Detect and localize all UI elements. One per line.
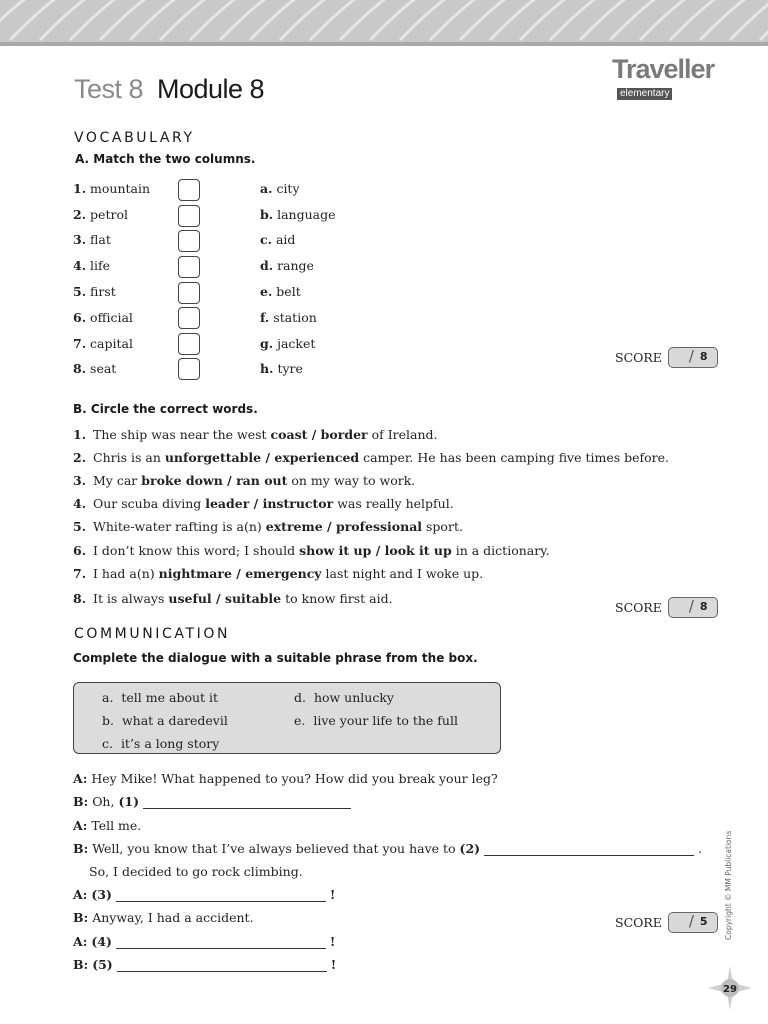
dialogue-line: B: Oh, (1): [73, 794, 351, 809]
score-label: SCORE: [615, 600, 662, 615]
word-choice[interactable]: unforgettable / experienced: [164, 450, 360, 465]
phrase-box: [73, 682, 501, 754]
list-item: c. aid: [260, 232, 296, 247]
answer-box-5[interactable]: [178, 282, 200, 304]
dialogue-line: A: (4) !: [73, 934, 336, 949]
item-number: 7.: [73, 566, 87, 581]
list-item: a. city: [260, 181, 300, 196]
phrase-option: e. live your life to the full: [294, 713, 458, 728]
copyright-notice: Copyright © MM Publications: [724, 830, 733, 940]
phrase-option: c. it’s a long story: [102, 736, 220, 751]
word-choice[interactable]: broke down / ran out: [141, 473, 288, 488]
list-item: The ship was near the west coast / border of Ireland.: [93, 427, 438, 442]
list-item: 4. life: [73, 258, 111, 273]
phrase-option: b. what a daredevil: [102, 713, 228, 728]
phrase-option: d. how unlucky: [294, 690, 394, 705]
list-item: 8. seat: [73, 361, 117, 376]
answer-blank-4[interactable]: [116, 936, 326, 949]
item-number: 5.: [73, 519, 87, 534]
word-choice[interactable]: nightmare / emergency: [158, 566, 322, 581]
score-label: SCORE: [615, 350, 662, 365]
list-item: Our scuba diving leader / instructor was really helpful.: [93, 496, 454, 511]
list-item: It is always useful / suitable to know first aid.: [93, 591, 393, 606]
header-divider: [0, 42, 768, 46]
dialogue-line: A: (3) !: [73, 887, 336, 902]
list-item: My car broke down / ran out on my way to work.: [93, 473, 416, 488]
list-item: I had a(n) nightmare / emergency last night and I woke up.: [93, 566, 484, 581]
circle-score: [615, 597, 718, 618]
list-item: e. belt: [260, 284, 301, 299]
score-field[interactable]: / 8: [668, 347, 718, 368]
list-item: 6. official: [73, 310, 133, 325]
score-total: 8: [699, 350, 708, 363]
item-number: 4.: [73, 496, 87, 511]
item-number: 2.: [73, 450, 87, 465]
answer-box-1[interactable]: [178, 179, 200, 201]
list-item: 1. mountain: [73, 181, 151, 196]
vocabulary-score: [615, 347, 718, 368]
dialogue-line: B: Well, you know that I’ve always believed that you have to (2) .: [73, 841, 703, 856]
word-choice[interactable]: useful / suitable: [168, 591, 282, 606]
word-choice[interactable]: extreme / professional: [265, 519, 423, 534]
item-number: 8.: [73, 591, 87, 606]
word-choice[interactable]: coast / border: [270, 427, 368, 442]
score-field[interactable]: / 8: [668, 597, 718, 618]
communication-heading: COMMUNICATION: [74, 626, 231, 642]
list-item: White-water rafting is a(n) extreme / professional sport.: [93, 519, 463, 534]
word-choice[interactable]: leader / instructor: [205, 496, 334, 511]
vocabulary-instruction: A. Match the two columns.: [75, 152, 256, 166]
list-item: b. language: [260, 207, 336, 222]
dialogue-line: So, I decided to go rock climbing.: [89, 864, 303, 879]
list-item: f. station: [260, 310, 317, 325]
answer-box-4[interactable]: [178, 256, 200, 278]
module-title: Module 8: [157, 74, 265, 104]
item-number: 6.: [73, 543, 87, 558]
communication-instruction: Complete the dialogue with a suitable phrase from the box.: [73, 651, 478, 665]
list-item: 5. first: [73, 284, 116, 299]
word-choice[interactable]: show it up / look it up: [299, 543, 452, 558]
circle-instruction: B. Circle the correct words.: [73, 402, 258, 416]
brand-logo: Traveller: [612, 54, 715, 84]
dialogue-line: B: (5) !: [73, 957, 337, 972]
list-item: g. jacket: [260, 336, 316, 351]
list-item: h. tyre: [260, 361, 303, 376]
answer-blank-2[interactable]: [484, 843, 694, 856]
answer-blank-5[interactable]: [117, 959, 327, 972]
communication-score: [615, 912, 718, 933]
header-decorative-band: [0, 0, 768, 42]
score-label: SCORE: [615, 915, 662, 930]
score-total: 5: [699, 915, 708, 928]
brand-level-badge: elementary: [617, 88, 672, 100]
answer-box-8[interactable]: [178, 358, 200, 380]
test-number: Test 8: [74, 74, 144, 104]
phrase-option: a. tell me about it: [102, 690, 219, 705]
answer-box-3[interactable]: [178, 230, 200, 252]
list-item: 3. flat: [73, 232, 111, 247]
list-item: I don’t know this word; I should show it up / look it up in a dictionary.: [93, 543, 550, 558]
dialogue-line: A: Hey Mike! What happened to you? How did you break your leg?: [73, 771, 498, 786]
answer-box-6[interactable]: [178, 307, 200, 329]
answer-box-7[interactable]: [178, 333, 200, 355]
answer-blank-3[interactable]: [116, 889, 326, 902]
score-field[interactable]: / 5: [668, 912, 718, 933]
list-item: 7. capital: [73, 336, 133, 351]
list-item: 2. petrol: [73, 207, 128, 222]
dialogue-line: A: Tell me.: [73, 818, 142, 833]
list-item: d. range: [260, 258, 314, 273]
list-item: Chris is an unforgettable / experienced camper. He has been camping five times before.: [93, 450, 670, 465]
item-number: 1.: [73, 427, 87, 442]
answer-blank-1[interactable]: [143, 796, 351, 809]
dialogue-line: B: Anyway, I had a accident.: [73, 910, 254, 925]
answer-box-2[interactable]: [178, 205, 200, 227]
vocabulary-heading: VOCABULARY: [74, 130, 195, 146]
page-number: 29: [723, 984, 737, 995]
item-number: 3.: [73, 473, 87, 488]
score-total: 8: [699, 600, 708, 613]
